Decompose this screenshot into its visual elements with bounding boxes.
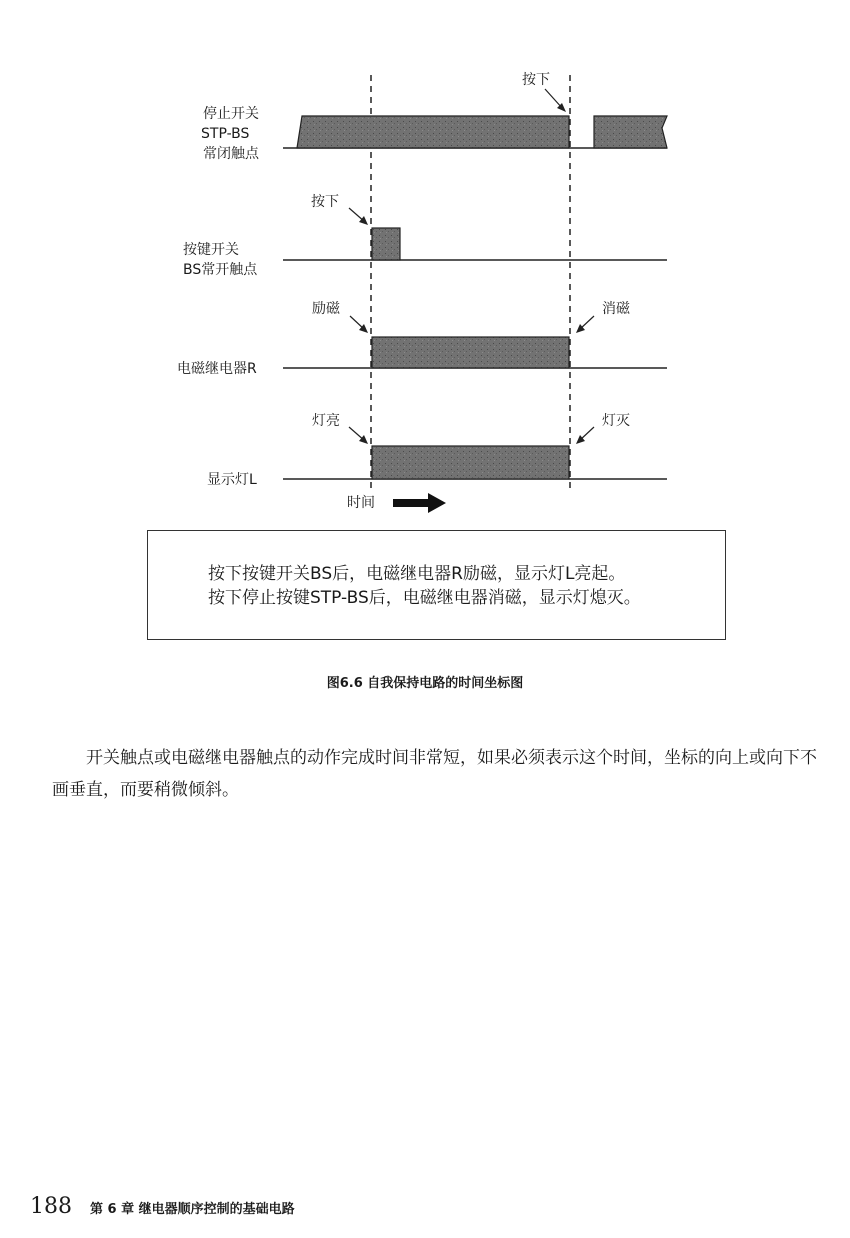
lamp-pulse: [372, 446, 569, 479]
button-label-1: 按键开关: [183, 242, 239, 258]
figure-title: 图6.6 自我保持电路的时间坐标图: [326, 676, 524, 691]
lamp-on-label: 灯亮: [312, 413, 340, 429]
figure-caption-box: [147, 530, 726, 640]
caption-line-1: 按下按键开关BS后，电磁继电器R励磁，显示灯L亮起。: [208, 564, 626, 584]
time-arrow-icon: [393, 493, 446, 513]
button-press-label: 按下: [311, 194, 339, 210]
body-paragraph: 开关触点或电磁继电器触点的动作完成时间非常短，如果必须表示这个时间，坐标的向上或向下不画垂直，而要稍微倾斜。: [52, 748, 817, 800]
relay-pulse: [372, 337, 569, 368]
stop-switch-label-1: 停止开关: [203, 106, 259, 122]
stop-switch-pulse-2: [594, 116, 667, 148]
page-footer: [30, 1194, 295, 1219]
chapter-title: 第 6 章 继电器顺序控制的基础电路: [90, 1202, 295, 1217]
stop-switch-label-3: 常闭触点: [203, 146, 259, 162]
relay-label: 电磁继电器R: [177, 361, 257, 377]
timing-diagram: [0, 0, 850, 530]
lamp-off-label: 灯灭: [602, 413, 630, 429]
lamp-label: 显示灯L: [207, 472, 257, 488]
page-number: 188: [30, 1194, 72, 1219]
button-pulse: [372, 228, 400, 260]
excite-label: 励磁: [312, 301, 340, 317]
caption-line-2: 按下停止按键STP-BS后，电磁继电器消磁，显示灯熄灭。: [208, 588, 641, 608]
demagnetize-label: 消磁: [602, 301, 630, 317]
time-label: 时间: [347, 495, 375, 511]
stop-switch-label-2: STP-BS: [201, 126, 250, 142]
button-label-2: BS常开触点: [183, 262, 258, 278]
stop-switch-pulse-1: [297, 116, 569, 148]
stop-press-label: 按下: [522, 72, 550, 88]
